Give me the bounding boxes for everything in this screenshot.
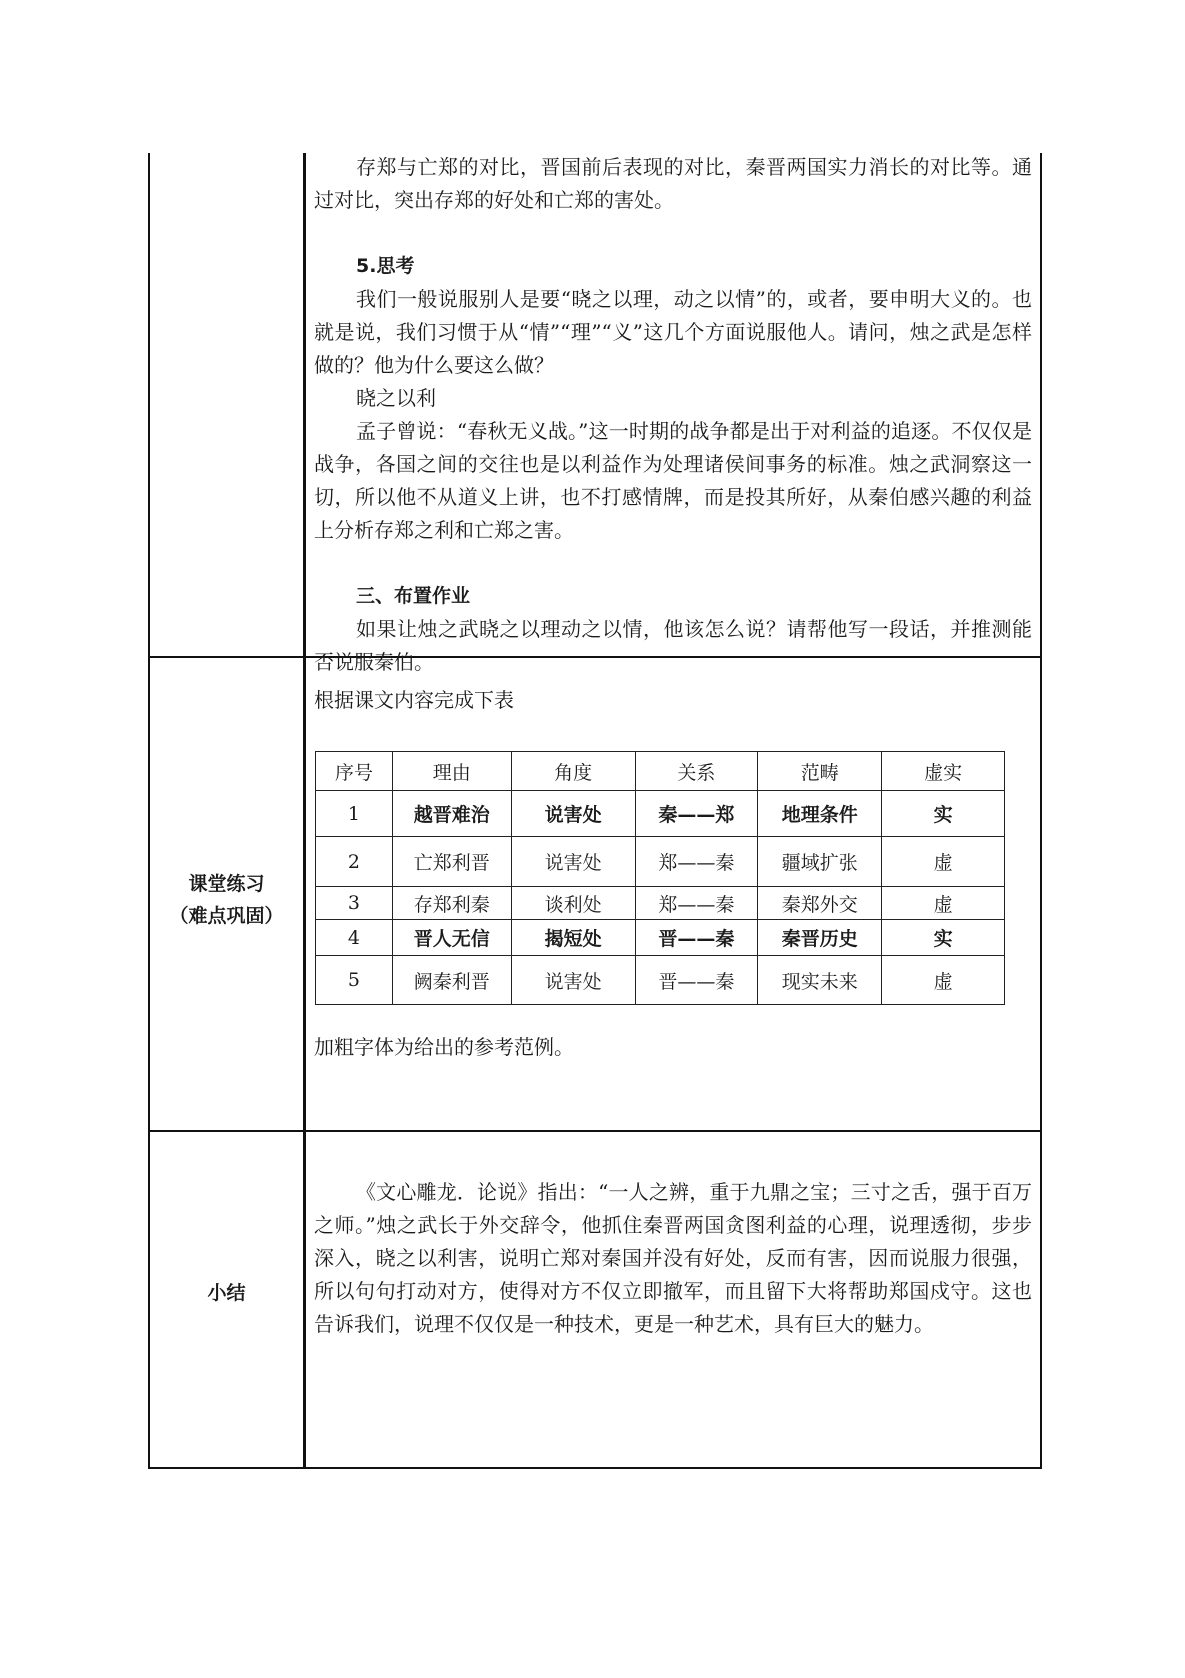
summary-text: 《文心雕龙．论说》指出：“一人之辨，重于九鼎之宝；三寸之舌，强于百万之师。”烛之武长于外交辞令，他抓住秦晋两国贪图利益的心理，说理透彻，步步深入，晓之以利害，说明亡郑对秦国并没有好处，反而有害，因而说服力很强，所以句句打动对方，使得对方不仅立即撤军，而且留下大将帮助郑国戍守。这也告诉我们，说理不仅仅是一种技术，更是一种艺术，具有巨大的魅力。 xyxy=(314,1180,1032,1336)
table-cell: 现实未来 xyxy=(758,956,882,1005)
table-cell: 5 xyxy=(316,956,393,1005)
row-divider-2 xyxy=(148,1130,1042,1132)
thinking-heading: 5.思考 xyxy=(356,255,415,277)
homework-text: 如果让烛之武晓之以理动之以情，他该怎么说？请帮他写一段话，并推测能否说服秦伯。 xyxy=(314,617,1032,674)
table-cell: 晋人无信 xyxy=(392,920,511,956)
table-cell: 秦郑外交 xyxy=(758,887,882,920)
table-cell: 晋——秦 xyxy=(635,956,758,1005)
header-cell: 虚实 xyxy=(882,752,1005,791)
practice-intro: 根据课文内容完成下表 xyxy=(314,688,514,712)
header-cell: 角度 xyxy=(511,752,635,791)
table-cell: 说害处 xyxy=(511,791,635,837)
practice-note-wrap xyxy=(314,1031,1032,1064)
practice-label xyxy=(150,868,303,932)
table-cell: 3 xyxy=(316,887,393,920)
table-row xyxy=(316,887,1005,920)
header-cell: 理由 xyxy=(392,752,511,791)
practice-intro-wrap xyxy=(314,684,1032,717)
table-cell: 地理条件 xyxy=(758,791,882,837)
table-cell: 郑——秦 xyxy=(635,887,758,920)
table-cell: 存郑利秦 xyxy=(392,887,511,920)
practice-label-line2: （难点巩固） xyxy=(169,905,284,927)
summary-content xyxy=(314,1176,1032,1341)
practice-note: 加粗字体为给出的参考范例。 xyxy=(314,1035,574,1059)
table-cell: 亡郑利晋 xyxy=(392,837,511,887)
summary-label: 小结 xyxy=(207,1282,246,1304)
table-cell: 越晋难治 xyxy=(392,791,511,837)
table-cell: 阙秦利晋 xyxy=(392,956,511,1005)
table-row xyxy=(316,791,1005,837)
column-divider xyxy=(303,153,306,1469)
table-cell: 虚 xyxy=(882,956,1005,1005)
thinking-question: 我们一般说服别人是要“晓之以理，动之以情”的，或者，要申明大义的。也就是说，我们习惯于从“情”“理”“义”这几个方面说服他人。请问，烛之武是怎样做的？他为什么要这么做？ xyxy=(314,287,1032,377)
table-cell: 郑——秦 xyxy=(635,837,758,887)
thinking-answer: 孟子曾说：“春秋无义战。”这一时期的战争都是出于对利益的追逐。不仅仅是战争，各国之间的交往也是以利益作为处理诸侯间事务的标准。烛之武洞察这一切，所以他不从道义上讲，也不打感情牌，而是投其所好，从秦伯感兴趣的利益上分析存郑之利和亡郑之害。 xyxy=(314,419,1032,542)
header-cell: 序号 xyxy=(316,752,393,791)
header-cell: 关系 xyxy=(635,752,758,791)
table-cell: 虚 xyxy=(882,837,1005,887)
practice-label-line1: 课堂练习 xyxy=(188,873,265,895)
table-cell: 实 xyxy=(882,920,1005,956)
table-cell: 4 xyxy=(316,920,393,956)
table-cell: 谈利处 xyxy=(511,887,635,920)
table-cell: 2 xyxy=(316,837,393,887)
table-cell: 晋——秦 xyxy=(635,920,758,956)
table-row xyxy=(316,920,1005,956)
contrast-paragraph: 存郑与亡郑的对比，晋国前后表现的对比，秦晋两国实力消长的对比等。通过对比，突出存郑的好处和亡郑的害处。 xyxy=(314,155,1032,212)
table-cell: 说害处 xyxy=(511,837,635,887)
table-row xyxy=(316,837,1005,887)
table-cell: 说害处 xyxy=(511,956,635,1005)
thinking-answer-title: 晓之以利 xyxy=(356,386,436,410)
top-section-content xyxy=(314,151,1032,679)
table-cell: 虚 xyxy=(882,887,1005,920)
header-cell: 范畴 xyxy=(758,752,882,791)
table-cell: 秦——郑 xyxy=(635,791,758,837)
table-cell: 揭短处 xyxy=(511,920,635,956)
table-header-row xyxy=(316,752,1005,791)
table-cell: 疆域扩张 xyxy=(758,837,882,887)
homework-heading: 三、布置作业 xyxy=(356,585,471,607)
table-cell: 实 xyxy=(882,791,1005,837)
blank-line xyxy=(314,217,1032,250)
table-cell: 秦晋历史 xyxy=(758,920,882,956)
table-cell: 1 xyxy=(316,791,393,837)
blank-line xyxy=(314,547,1032,580)
exercise-table xyxy=(315,751,1005,1005)
table-row xyxy=(316,956,1005,1005)
